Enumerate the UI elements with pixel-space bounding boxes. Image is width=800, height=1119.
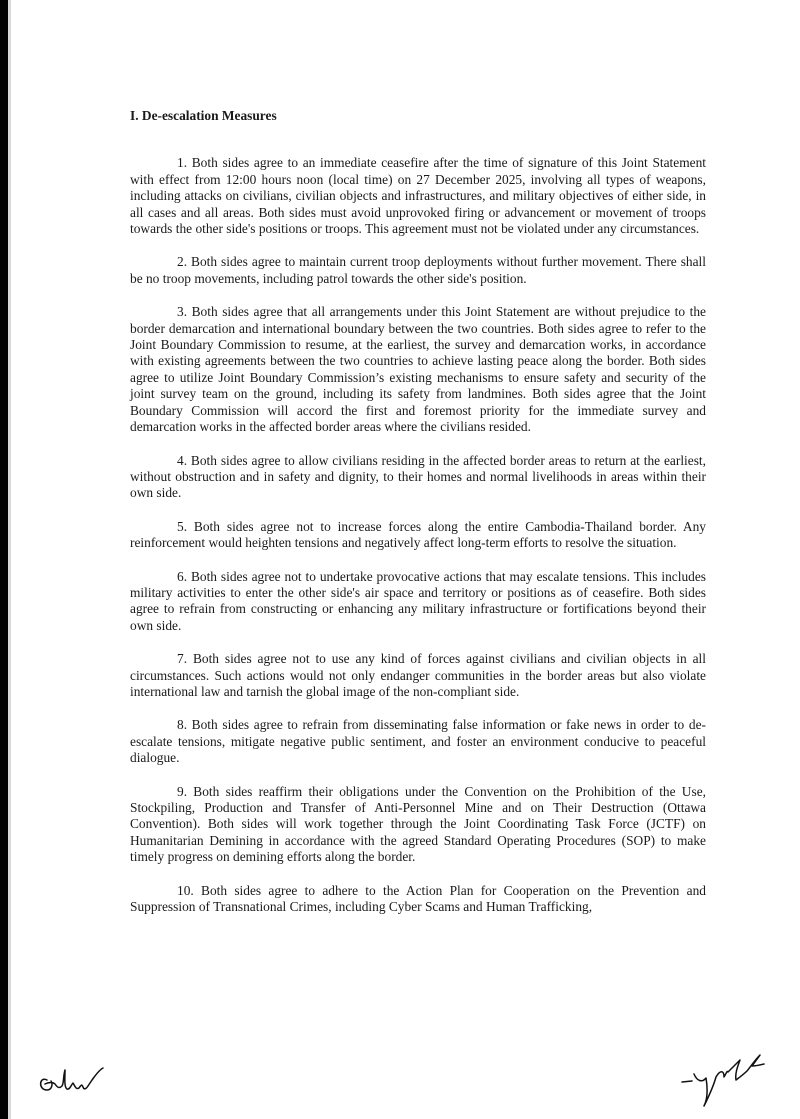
signature-right — [680, 1050, 770, 1108]
document-page — [8, 0, 800, 1119]
paragraph-4: 4. Both sides agree to allow civilians residing in the affected border areas to return at the earliest, without obstruction and in safety and dignity, to their homes and normal livelihoods in areas within their own side. — [130, 452, 706, 501]
paragraph-5: 5. Both sides agree not to increase forces along the entire Cambodia-Thailand border. Any reinforcement would heighten tensions and negatively affect long-term efforts to resolve the situation. — [130, 518, 706, 551]
signature-left — [35, 1060, 107, 1100]
section-heading: I. De-escalation Measures — [130, 108, 277, 123]
paragraph-8: 8. Both sides agree to refrain from disseminating false information or fake news in order to de-escalate tensions, mitigate negative public sentiment, and foster an environment conducive to peaceful dialogue. — [130, 717, 706, 766]
document-body — [130, 108, 706, 932]
paragraph-2: 2. Both sides agree to maintain current troop deployments without further movement. There shall be no troop movements, including patrol towards the other side's position. — [130, 254, 706, 286]
paragraph-7: 7. Both sides agree not to use any kind of forces against civilians and civilian objects in all circumstances. Such actions would not only endanger communities in the border areas but also violate international law and tarnish the global image of the non-compliant side. — [130, 651, 706, 699]
paragraph-6: 6. Both sides agree not to undertake provocative actions that may escalate tensions. This includes military activities to enter the other side's air space and territory or positions as of ceasefire. Both sides agree to refrain from constructing or enhancing any military infrastructure or fortifications beyond their own side. — [130, 568, 706, 633]
paragraph-3: 3. Both sides agree that all arrangements under this Joint Statement are without prejudice to the border demarcation and international boundary between the two countries. Both sides agree to refer to the Joint Boundary Commission to resume, at the earliest, the survey and demarcation works, in accordance with existing agreements between the two countries to achieve lasting peace along the border. Both sides agree to utilize Joint Boundary Commission’s existing mechanisms to ensure safety and security of the joint survey team on the ground, including its safety from landmines. Both sides agree that the Joint Boundary Commission will accord the first and foremost priority for the immediate survey and demarcation works in the affected border areas where the civilians resided. — [130, 304, 706, 435]
page-edge-shadow — [8, 0, 11, 1119]
paragraph-1: 1. Both sides agree to an immediate ceasefire after the time of signature of this Joint Statement with effect from 12:00 hours noon (local time) on 27 December 2025, involving all types of weapons, including attacks on civilians, civilian objects and infrastructures, and military objectives of either side, in all cases and all areas. Both sides must avoid unprovoked firing or advancement or movement of troops towards the other side's positions or troops. This agreement must not be violated under any circumstances. — [130, 155, 706, 237]
paragraph-9: 9. Both sides reaffirm their obligations under the Convention on the Prohibition of the Use, Stockpiling, Production and Transfer of Anti-Personnel Mine and on Their Destruction (Ottawa Convention). Both sides will work together through the Joint Coordinating Task Force (JCTF) on Humanitarian Demining in accordance with the agreed Standard Operating Procedures (SOP) to make timely progress on demining efforts along the border. — [130, 783, 706, 865]
paragraph-10: 10. Both sides agree to adhere to the Action Plan for Cooperation on the Prevention and Suppression of Transnational Crimes, including Cyber Scams and Human Trafficking, — [130, 882, 706, 915]
